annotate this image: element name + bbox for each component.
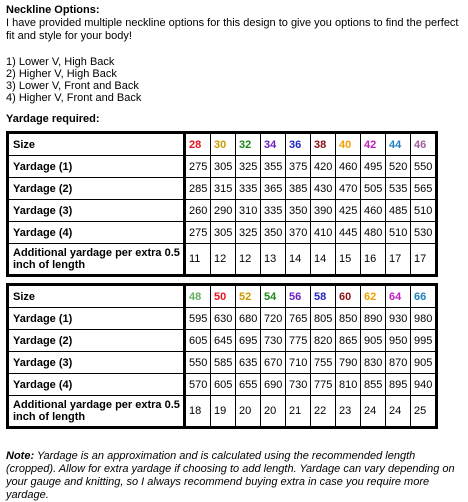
row-label: Yardage (2) xyxy=(8,330,185,352)
yardage-value: 355 xyxy=(261,156,286,178)
size-value: 64 xyxy=(386,285,411,308)
row-label: Yardage (4) xyxy=(8,374,185,396)
size-value: 56 xyxy=(286,285,311,308)
yardage-value: 605 xyxy=(211,374,236,396)
yardage-value: 305 xyxy=(211,156,236,178)
yardage-table-2 xyxy=(6,283,438,429)
extra-yardage-value: 23 xyxy=(336,396,361,428)
size-value: 44 xyxy=(386,133,411,156)
yardage-value: 890 xyxy=(361,308,386,330)
yardage-value: 805 xyxy=(311,308,336,330)
yardage-value: 275 xyxy=(185,156,211,178)
yardage-value: 635 xyxy=(236,352,261,374)
yardage-value: 895 xyxy=(386,374,411,396)
yardage-value: 350 xyxy=(261,222,286,244)
yardage-value: 855 xyxy=(361,374,386,396)
note-text: Yardage is an approximation and is calculated using the recommended length (cropped). Allow for extra yardage if choosing to add length. Yardage can vary depending on your gauge and knitting, so I always recommend buying extra in case you require more yardage. xyxy=(6,450,455,501)
yardage-value: 550 xyxy=(411,156,437,178)
row-label: Yardage (1) xyxy=(8,308,185,330)
extra-yardage-row xyxy=(8,396,437,428)
extra-yardage-label: Additional yardage per extra 0.5 inch of length xyxy=(8,244,185,276)
size-label: Size xyxy=(8,133,185,156)
option-1: 1) Lower V, High Back xyxy=(6,56,115,68)
yardage-value: 480 xyxy=(361,222,386,244)
yardage-value: 420 xyxy=(311,156,336,178)
yardage-value: 810 xyxy=(336,374,361,396)
size-value: 54 xyxy=(261,285,286,308)
yardage-value: 630 xyxy=(211,308,236,330)
yardage-value: 390 xyxy=(311,200,336,222)
yardage-value: 765 xyxy=(286,308,311,330)
yardage-row xyxy=(8,352,437,374)
size-value: 60 xyxy=(336,285,361,308)
yardage-value: 865 xyxy=(336,330,361,352)
extra-yardage-value: 20 xyxy=(236,396,261,428)
option-3: 3) Lower V, Front and Back xyxy=(6,80,139,92)
yardage-row xyxy=(8,308,437,330)
extra-yardage-value: 25 xyxy=(411,396,437,428)
yardage-value: 510 xyxy=(411,200,437,222)
yardage-value: 730 xyxy=(286,374,311,396)
size-value: 58 xyxy=(311,285,336,308)
extra-yardage-label: Additional yardage per extra 0.5 inch of length xyxy=(8,396,185,428)
yardage-value: 775 xyxy=(311,374,336,396)
yardage-value: 375 xyxy=(286,156,311,178)
extra-yardage-value: 24 xyxy=(386,396,411,428)
size-row xyxy=(8,133,437,156)
yardage-value: 445 xyxy=(336,222,361,244)
yardage-value: 385 xyxy=(286,178,311,200)
yardage-value: 950 xyxy=(386,330,411,352)
extra-yardage-value: 15 xyxy=(336,244,361,276)
note-paragraph xyxy=(6,450,464,502)
size-value: 32 xyxy=(236,133,261,156)
yardage-value: 790 xyxy=(336,352,361,374)
neckline-title: Neckline Options: xyxy=(6,4,100,16)
yardage-value: 710 xyxy=(286,352,311,374)
yardage-value: 530 xyxy=(411,222,437,244)
yardage-value: 905 xyxy=(361,330,386,352)
yardage-value: 460 xyxy=(336,156,361,178)
yardage-value: 460 xyxy=(361,200,386,222)
yardage-value: 550 xyxy=(185,352,211,374)
extra-yardage-value: 20 xyxy=(261,396,286,428)
yardage-value: 595 xyxy=(185,308,211,330)
note-label: Note: xyxy=(6,450,35,462)
yardage-value: 285 xyxy=(185,178,211,200)
size-value: 30 xyxy=(211,133,236,156)
size-row xyxy=(8,285,437,308)
yardage-value: 325 xyxy=(236,156,261,178)
yardage-value: 605 xyxy=(185,330,211,352)
yardage-value: 830 xyxy=(361,352,386,374)
extra-yardage-value: 12 xyxy=(211,244,236,276)
size-value: 62 xyxy=(361,285,386,308)
size-value: 42 xyxy=(361,133,386,156)
yardage-table-1 xyxy=(6,131,438,277)
yardage-row xyxy=(8,222,437,244)
row-label: Yardage (3) xyxy=(8,200,185,222)
yardage-value: 275 xyxy=(185,222,211,244)
extra-yardage-value: 19 xyxy=(211,396,236,428)
yardage-value: 670 xyxy=(261,352,286,374)
document-header xyxy=(6,4,464,137)
extra-yardage-row xyxy=(8,244,437,276)
size-value: 38 xyxy=(311,133,336,156)
yardage-title: Yardage required: xyxy=(6,113,100,125)
extra-yardage-value: 16 xyxy=(361,244,386,276)
yardage-value: 690 xyxy=(261,374,286,396)
yardage-value: 980 xyxy=(411,308,437,330)
yardage-value: 470 xyxy=(336,178,361,200)
extra-yardage-value: 11 xyxy=(185,244,211,276)
yardage-value: 680 xyxy=(236,308,261,330)
yardage-value: 520 xyxy=(386,156,411,178)
row-label: Yardage (3) xyxy=(8,352,185,374)
row-label: Yardage (2) xyxy=(8,178,185,200)
yardage-value: 930 xyxy=(386,308,411,330)
extra-yardage-value: 18 xyxy=(185,396,211,428)
extra-yardage-value: 22 xyxy=(311,396,336,428)
yardage-value: 430 xyxy=(311,178,336,200)
size-value: 46 xyxy=(411,133,437,156)
yardage-row xyxy=(8,178,437,200)
yardage-value: 410 xyxy=(311,222,336,244)
yardage-value: 485 xyxy=(386,200,411,222)
yardage-value: 325 xyxy=(236,222,261,244)
yardage-value: 260 xyxy=(185,200,211,222)
yardage-value: 820 xyxy=(311,330,336,352)
yardage-value: 315 xyxy=(211,178,236,200)
yardage-value: 755 xyxy=(311,352,336,374)
row-label: Yardage (4) xyxy=(8,222,185,244)
yardage-value: 940 xyxy=(411,374,437,396)
yardage-value: 905 xyxy=(411,352,437,374)
yardage-value: 850 xyxy=(336,308,361,330)
size-value: 40 xyxy=(336,133,361,156)
yardage-row xyxy=(8,200,437,222)
yardage-value: 335 xyxy=(236,178,261,200)
extra-yardage-value: 17 xyxy=(411,244,437,276)
extra-yardage-value: 14 xyxy=(286,244,311,276)
yardage-value: 535 xyxy=(386,178,411,200)
option-2: 2) Higher V, High Back xyxy=(6,68,117,80)
yardage-value: 695 xyxy=(236,330,261,352)
yardage-value: 720 xyxy=(261,308,286,330)
yardage-value: 370 xyxy=(286,222,311,244)
row-label: Yardage (1) xyxy=(8,156,185,178)
extra-yardage-value: 24 xyxy=(361,396,386,428)
yardage-row xyxy=(8,330,437,352)
size-value: 52 xyxy=(236,285,261,308)
extra-yardage-value: 12 xyxy=(236,244,261,276)
size-value: 34 xyxy=(261,133,286,156)
size-value: 28 xyxy=(185,133,211,156)
yardage-value: 305 xyxy=(211,222,236,244)
yardage-value: 335 xyxy=(261,200,286,222)
size-value: 66 xyxy=(411,285,437,308)
yardage-value: 775 xyxy=(286,330,311,352)
yardage-value: 505 xyxy=(361,178,386,200)
size-value: 36 xyxy=(286,133,311,156)
yardage-value: 565 xyxy=(411,178,437,200)
yardage-value: 350 xyxy=(286,200,311,222)
yardage-value: 425 xyxy=(336,200,361,222)
yardage-value: 495 xyxy=(361,156,386,178)
yardage-value: 730 xyxy=(261,330,286,352)
yardage-value: 870 xyxy=(386,352,411,374)
yardage-value: 365 xyxy=(261,178,286,200)
size-value: 48 xyxy=(185,285,211,308)
yardage-row xyxy=(8,156,437,178)
yardage-value: 290 xyxy=(211,200,236,222)
yardage-value: 570 xyxy=(185,374,211,396)
yardage-value: 645 xyxy=(211,330,236,352)
size-value: 50 xyxy=(211,285,236,308)
option-4: 4) Higher V, Front and Back xyxy=(6,92,142,104)
intro-text: I have provided multiple neckline options for this design to give you options to find the perfect fit and style for your body! xyxy=(6,17,459,42)
extra-yardage-value: 21 xyxy=(286,396,311,428)
extra-yardage-value: 13 xyxy=(261,244,286,276)
extra-yardage-value: 17 xyxy=(386,244,411,276)
yardage-value: 585 xyxy=(211,352,236,374)
yardage-value: 310 xyxy=(236,200,261,222)
extra-yardage-value: 14 xyxy=(311,244,336,276)
yardage-value: 995 xyxy=(411,330,437,352)
size-label: Size xyxy=(8,285,185,308)
yardage-value: 510 xyxy=(386,222,411,244)
yardage-row xyxy=(8,374,437,396)
yardage-value: 655 xyxy=(236,374,261,396)
